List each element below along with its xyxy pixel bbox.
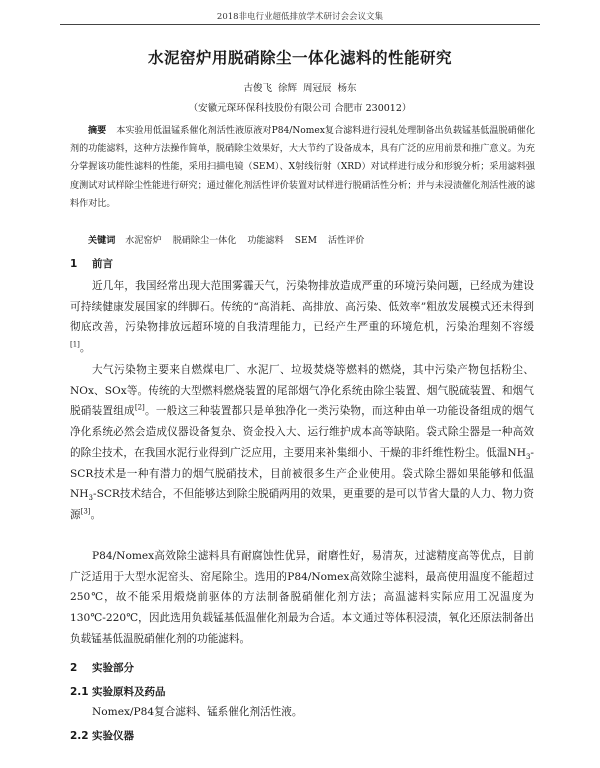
citation: [3] <box>80 507 91 516</box>
paragraph-text: -SCR技术是一种有潜力的烟气脱硝技术，目前被很多生产企业使用。袋式除尘器如果能够和低温NH <box>70 446 534 501</box>
keyword: 活性评价 <box>327 236 365 246</box>
section-heading-2 <box>70 660 134 675</box>
abstract-label: 摘要 <box>88 126 107 136</box>
section-title: 实验仪器 <box>92 730 134 742</box>
citation: [1] <box>70 340 80 349</box>
paragraph-intro-3: P84/Nomex高效除尘滤料具有耐腐蚀性优异，耐磨性好，易清灰，过滤精度高等优点，目前广泛适用于大型水泥窑头、窑尾除尘。选用的P84/Nomex高效除尘滤料，最高使用温度不能超过250℃，故不能采用煅烧前驱体的方法制备脱硝催化剂方法；高温滤料实际应用工况温度为130℃-220℃，因此选用负载锰基低温催化剂最为合适。本文通过等体积浸渍，氧化还原法制备出负载锰基低温脱硝催化剂的功能滤料。 <box>70 550 534 645</box>
keyword: 脱硝除尘一体化 <box>172 236 237 246</box>
paper-title: 水泥窑炉用脱硝除尘一体化滤料的性能研究 <box>147 49 452 67</box>
section-title: 实验部分 <box>92 662 134 674</box>
subscript: 3 <box>88 494 93 503</box>
header-divider <box>60 24 540 25</box>
paragraph-intro-1 <box>70 276 534 359</box>
keyword: 功能滤料 <box>247 236 284 246</box>
paragraph-text: 。 <box>79 342 91 355</box>
section-number: 1 <box>70 258 78 270</box>
citation: [2] <box>134 403 145 412</box>
affiliation: （安徽元琛环保科技股份有限公司 合肥市 230012） <box>188 103 412 114</box>
paragraph-text: 。 <box>90 508 102 521</box>
section-number: 2.2 <box>70 730 89 742</box>
keywords <box>70 232 535 250</box>
section-heading-1 <box>70 256 113 271</box>
section-number: 2 <box>70 662 78 674</box>
running-header: 2018非电行业超低排放学术研讨会会议文集 <box>216 12 384 22</box>
paragraph-text: 大气污染物主要来自燃煤电厂、水泥厂、垃圾焚烧等燃料的燃烧，其中污染产物包括粉尘、NOx、SOx等。传统的大型燃料燃烧装置的尾部烟气净化系统由除尘装置、烟气脱硫装置、和烟气脱硝装置组成 <box>70 364 534 418</box>
section-heading-2-1 <box>70 684 166 699</box>
keyword: 水泥窑炉 <box>125 236 162 246</box>
abstract <box>70 122 535 213</box>
section-title: 实验原料及药品 <box>92 686 166 698</box>
keywords-label: 关键词 <box>88 236 116 246</box>
paragraph-text: 。一般这三种装置都只是单独净化一类污染物，而这种由单一功能设备组成的烟气净化系统必然会造成仪器设备复杂、资金投入大、运行维护成本高等缺陷。袋式除尘器是一种高效的除尘技术，在我国水泥行业得到广泛应用，主要用来补集细小、干燥的非纤维性粉尘。低温NH <box>70 405 535 459</box>
paragraph-text: -SCR技术结合，不但能够达到除尘脱硝两用的效果，更重要的是可以节省大量的人力、物力资源 <box>70 488 534 521</box>
keyword: SEM <box>294 236 317 246</box>
paragraph-text: 近几年，我国经常出现大范围雾霾天气，污染物排放造成严重的环境污染问题，已经成为建设可持续健康发展国家的绊脚石。传统的“高消耗、高排放、高污染、低效率”粗放发展模式还未得到彻底改善，污染物排放远超环境的自我清理能力，已经产生严重的环境危机，污染治理刻不容缓 <box>70 280 534 334</box>
section-title: 前言 <box>92 258 113 270</box>
paragraph-intro-2 <box>70 360 534 526</box>
abstract-text: 本实验用低温锰系催化剂活性液原液对P84/Nomex复合滤料进行浸轧处理制备出负载锰基低温脱硝催化剂的功能滤料，这种方法操作简单，脱硝除尘效果好，大大节约了设备成本，具有广泛的应用前景和推广意义。为充分掌握该功能性滤料的性能，采用扫描电镜（SEM）、X射线衍射（XRD）对试样进行成分和形貌分析；采用滤料强度测试对试样除尘性能进行研究；通过催化剂活性评价装置对试样进行脱硝活性分析；并与未浸渍催化剂活性液的滤料作对比。 <box>70 126 535 209</box>
section-number: 2.1 <box>70 686 89 698</box>
section-heading-2-2 <box>70 728 134 743</box>
author-list: 古俊飞 徐辉 周冠辰 杨东 <box>243 83 357 94</box>
subscript: 3 <box>525 452 531 461</box>
paragraph-materials: Nomex/P84复合滤料、锰系催化剂活性液。 <box>92 706 303 718</box>
